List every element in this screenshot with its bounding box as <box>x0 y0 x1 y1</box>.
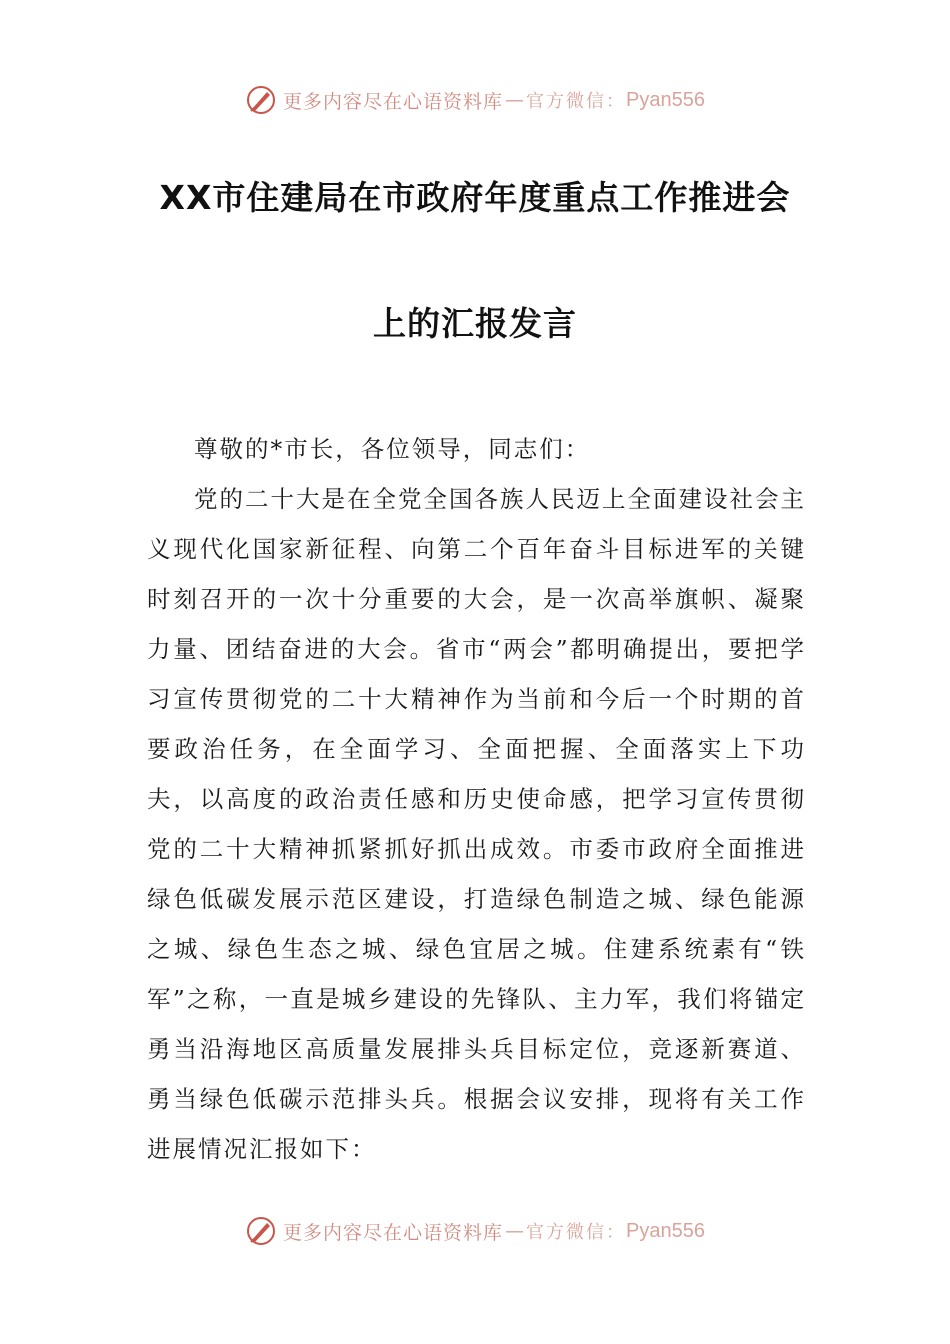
watermark-dash: — <box>505 89 525 111</box>
watermark-wechat-id: Pyan556 <box>626 1219 705 1242</box>
watermark-banner-top <box>0 80 950 120</box>
paragraph-1: 党的二十大是在全党全国各族人民迈上全面建设社会主义现代化国家新征程、向第二个百年奋斗目标进军的关键时刻召开的一次十分重要的大会，是一次高举旗帜、凝聚力量、团结奋进的大会。省市“两会”都明确提出，要把学习宣传贯彻党的二十大精神作为当前和今后一个时期的首要政治任务，在全面学习、全面把握、全面落实上下功夫，以高度的政治责任感和历史使命感，把学习宣传贯彻党的二十大精神抓紧抓好抓出成效。市委市政府全面推进绿色低碳发展示范区建设，打造绿色制造之城、绿色能源之城、绿色生态之城、绿色宜居之城。住建系统素有“铁军”之称，一直是城乡建设的先锋队、主力军，我们将锚定勇当沿海地区高质量发展排头兵目标定位，竞逐新赛道、勇当绿色低碳示范排头兵。根据会议安排，现将有关工作进展情况汇报如下： <box>147 485 806 1163</box>
watermark-label: 官方微信： <box>526 91 627 112</box>
watermark-banner-bottom <box>0 1211 950 1251</box>
document-body <box>147 424 806 1174</box>
watermark-text: 更多内容尽在心语资料库 <box>283 1221 504 1244</box>
watermark-label: 官方微信： <box>526 1222 627 1243</box>
watermark-dash: — <box>505 1220 525 1242</box>
document-title-line-2: 上的汇报发言 <box>373 304 577 343</box>
quill-pen-circle-icon <box>245 1215 277 1247</box>
document-title-line-1: XX市住建局在市政府年度重点工作推进会 <box>159 178 791 217</box>
quill-pen-circle-icon <box>245 84 277 116</box>
salutation: 尊敬的*市长，各位领导，同志们： <box>194 435 591 463</box>
watermark-wechat-id: Pyan556 <box>626 88 705 111</box>
watermark-text: 更多内容尽在心语资料库 <box>283 90 504 113</box>
